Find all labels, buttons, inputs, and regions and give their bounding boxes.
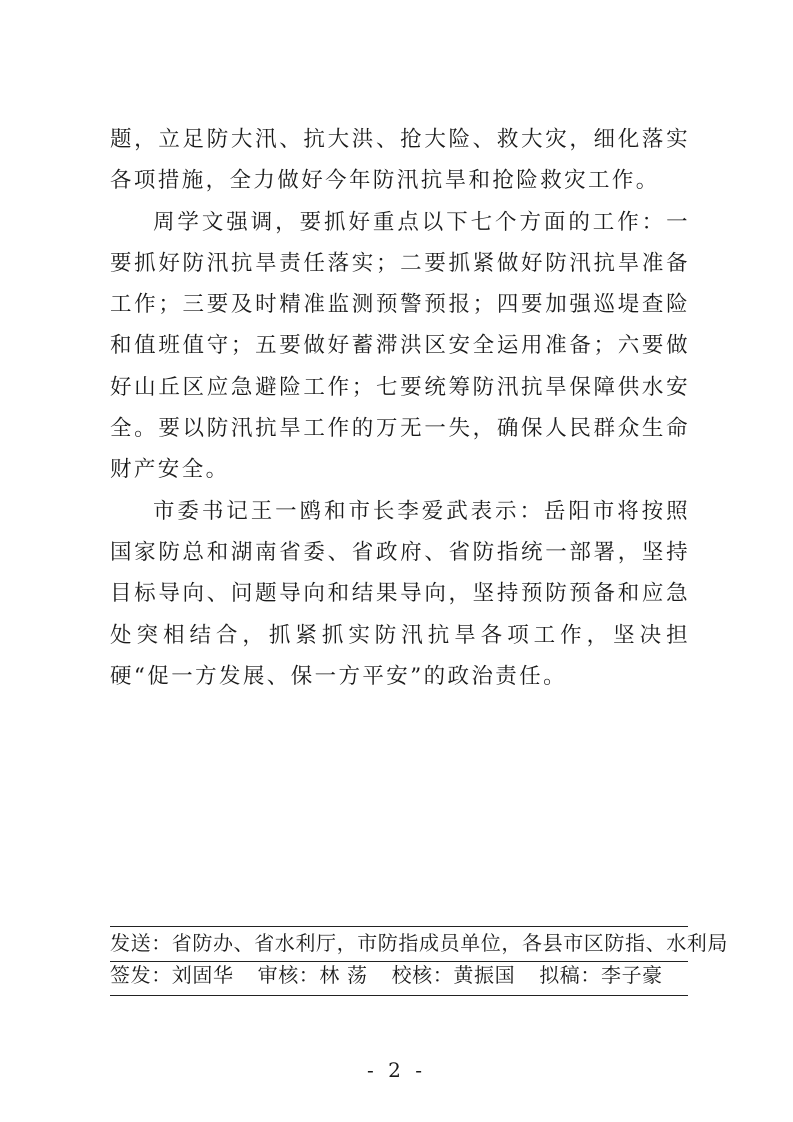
document-body xyxy=(110,119,690,697)
paragraph-zhou-xuewen: 周学文强调，要抓好重点以下七个方面的工作：一要抓好防汛抗旱责任落实；二要抓紧做好防汛抗旱准备工作；三要及时精准监测预警预报；四要加强巡堤查险和值班值守；五要做好蓄滞洪区安全运用准备；六要做好山丘区应急避险工作；七要统筹防汛抗旱保障供水安全。要以防汛抗旱工作的万无一失，确保人民群众生命财产安全。 xyxy=(110,209,690,483)
drafter-field: 拟稿：李子豪 xyxy=(539,963,663,987)
signoff-line xyxy=(110,960,690,990)
issuer-field: 签发：刘固华 xyxy=(110,963,234,987)
footer-top-rule xyxy=(110,926,688,927)
distribution-line: 发送：省防办、省水利厅，市防指成员单位，各县市区防指、水利局 xyxy=(110,931,728,955)
paragraph-continued: 题，立足防大汛、抗大洪、抢大险、救大灾，细化落实各项措施，全力做好今年防汛抗旱和抢险救灾工作。 xyxy=(110,127,690,194)
footer-bottom-rule xyxy=(110,995,688,996)
proofreader-field: 校核：黄振国 xyxy=(391,963,516,987)
page-number: - 2 - xyxy=(367,1058,426,1082)
reviewer-field: 审核：林 荡 xyxy=(257,963,368,987)
paragraph-municipal-leaders: 市委书记王一鸥和市长李爱武表示：岳阳市将按照国家防总和湖南省委、省政府、省防指统一部署，坚持目标导向、问题导向和结果导向，坚持预防预备和应急处突相结合，抓紧抓实防汛抗旱各项工作，坚决担硬“促一方发展、保一方平安”的政治责任。 xyxy=(110,498,690,689)
